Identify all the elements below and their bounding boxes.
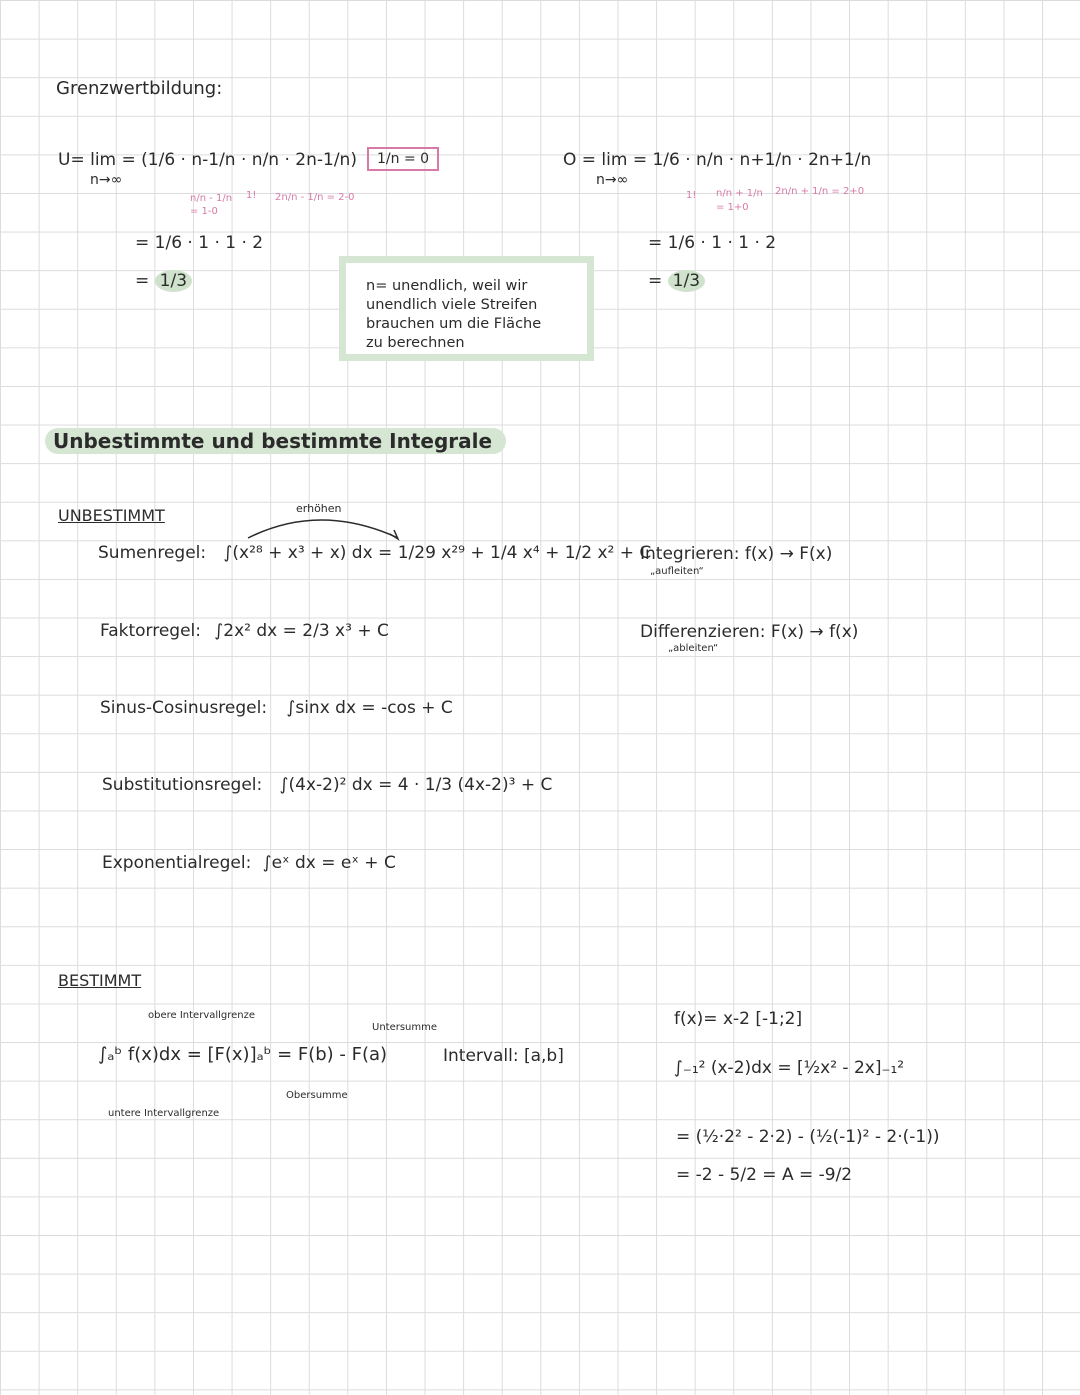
example-step-2: = -2 - 5/2 = A = -9/2	[676, 1165, 853, 1185]
rule-name: Substitutionsregel:	[102, 775, 263, 795]
u-limit-expression: U= lim = (1/6 · n-1/n · n/n · 2n-1/n)	[58, 150, 357, 170]
heading-bestimmt: BESTIMMT	[58, 971, 142, 990]
rule-formula: ∫(x²⁸ + x³ + x) dx = 1/29 x²⁹ + 1/4 x⁴ + 1/2 x² + C	[223, 543, 652, 563]
u-step-1: = 1/6 · 1 · 1 · 2	[135, 233, 264, 253]
rule-name: Exponentialregel:	[102, 853, 252, 873]
definite-integral-formula: ∫ₐᵇ f(x)dx = [F(x)]ₐᵇ = F(b) - F(a)	[98, 1044, 388, 1065]
rule-name: Sumenregel:	[98, 543, 207, 563]
u-annotation-3: 2n/n - 1/n = 2-0	[275, 192, 355, 203]
u-annotation-1: n/n - 1/n	[190, 193, 233, 204]
u-limit-subscript: n→∞	[90, 172, 123, 188]
o-limit-expression: O = lim = 1/6 · n/n · n+1/n · 2n+1/n	[563, 150, 872, 170]
rule-faktorregel	[100, 621, 389, 641]
integrieren-note: „aufleiten“	[650, 566, 704, 577]
erhoehen-label: erhöhen	[296, 502, 342, 515]
rule-substitutionsregel	[102, 775, 552, 795]
u-step-2-prefix: =	[135, 271, 150, 291]
heading-grenzwertbildung: Grenzwertbildung:	[56, 78, 223, 99]
example-integral: ∫₋₁² (x-2)dx = [½x² - 2x]₋₁²	[674, 1058, 905, 1078]
callout-box	[339, 256, 594, 361]
o-annotation-2b: = 1+0	[716, 202, 749, 213]
rule-formula: ∫2x² dx = 2/3 x³ + C	[214, 621, 389, 641]
o-step-2-prefix: =	[648, 271, 663, 291]
u-result: 1/3	[155, 270, 192, 292]
heading-unbestimmt: UNBESTIMMT	[58, 506, 165, 525]
u-annotation-1b: = 1-0	[190, 206, 218, 217]
u-annotation-2: 1!	[246, 190, 257, 201]
rule-exponentialregel	[102, 853, 396, 873]
o-result: 1/3	[668, 270, 705, 292]
rule-formula: ∫(4x-2)² dx = 4 · 1/3 (4x-2)³ + C	[279, 775, 553, 795]
o-limit-subscript: n→∞	[596, 172, 629, 188]
o-step-2	[648, 271, 705, 291]
rule-sumenregel	[98, 543, 651, 563]
rule-name: Sinus-Cosinusregel:	[100, 698, 268, 718]
o-annotation-3: 2n/n + 1/n = 2+0	[775, 186, 865, 197]
o-annotation-2: n/n + 1/n	[716, 188, 763, 199]
rule-formula: ∫eˣ dx = eˣ + C	[262, 853, 396, 873]
differenzieren-note: „ableiten“	[668, 643, 719, 654]
limit-note-box: 1/n = 0	[367, 147, 439, 171]
u-step-2	[135, 271, 192, 291]
example-step-1: = (½·2² - 2·2) - (½(-1)² - 2·(-1))	[676, 1127, 940, 1147]
untere-grenze-label: untere Intervallgrenze	[108, 1108, 220, 1119]
untersumme-label: Untersumme	[372, 1022, 438, 1033]
rule-sinus-cosinusregel	[100, 698, 453, 718]
intervall-label: Intervall: [a,b]	[443, 1046, 564, 1066]
example-function: f(x)= x-2 [-1;2]	[674, 1009, 803, 1029]
obere-grenze-label: obere Intervallgrenze	[148, 1010, 256, 1021]
o-step-1: = 1/6 · 1 · 1 · 2	[648, 233, 777, 253]
obersumme-label: Obersumme	[286, 1090, 348, 1101]
section-title: Unbestimmte und bestimmte Integrale	[45, 428, 506, 454]
rule-formula: ∫sinx dx = -cos + C	[286, 698, 453, 718]
integrieren-line: Integrieren: f(x) → F(x)	[640, 544, 833, 564]
callout-text: n= unendlich, weil wir unendlich viele Streifen brauchen um die Fläche zu berechnen	[366, 278, 542, 351]
differenzieren-line: Differenzieren: F(x) → f(x)	[640, 622, 859, 642]
o-annotation-1: 1!	[686, 190, 697, 201]
rule-name: Faktorregel:	[100, 621, 202, 641]
